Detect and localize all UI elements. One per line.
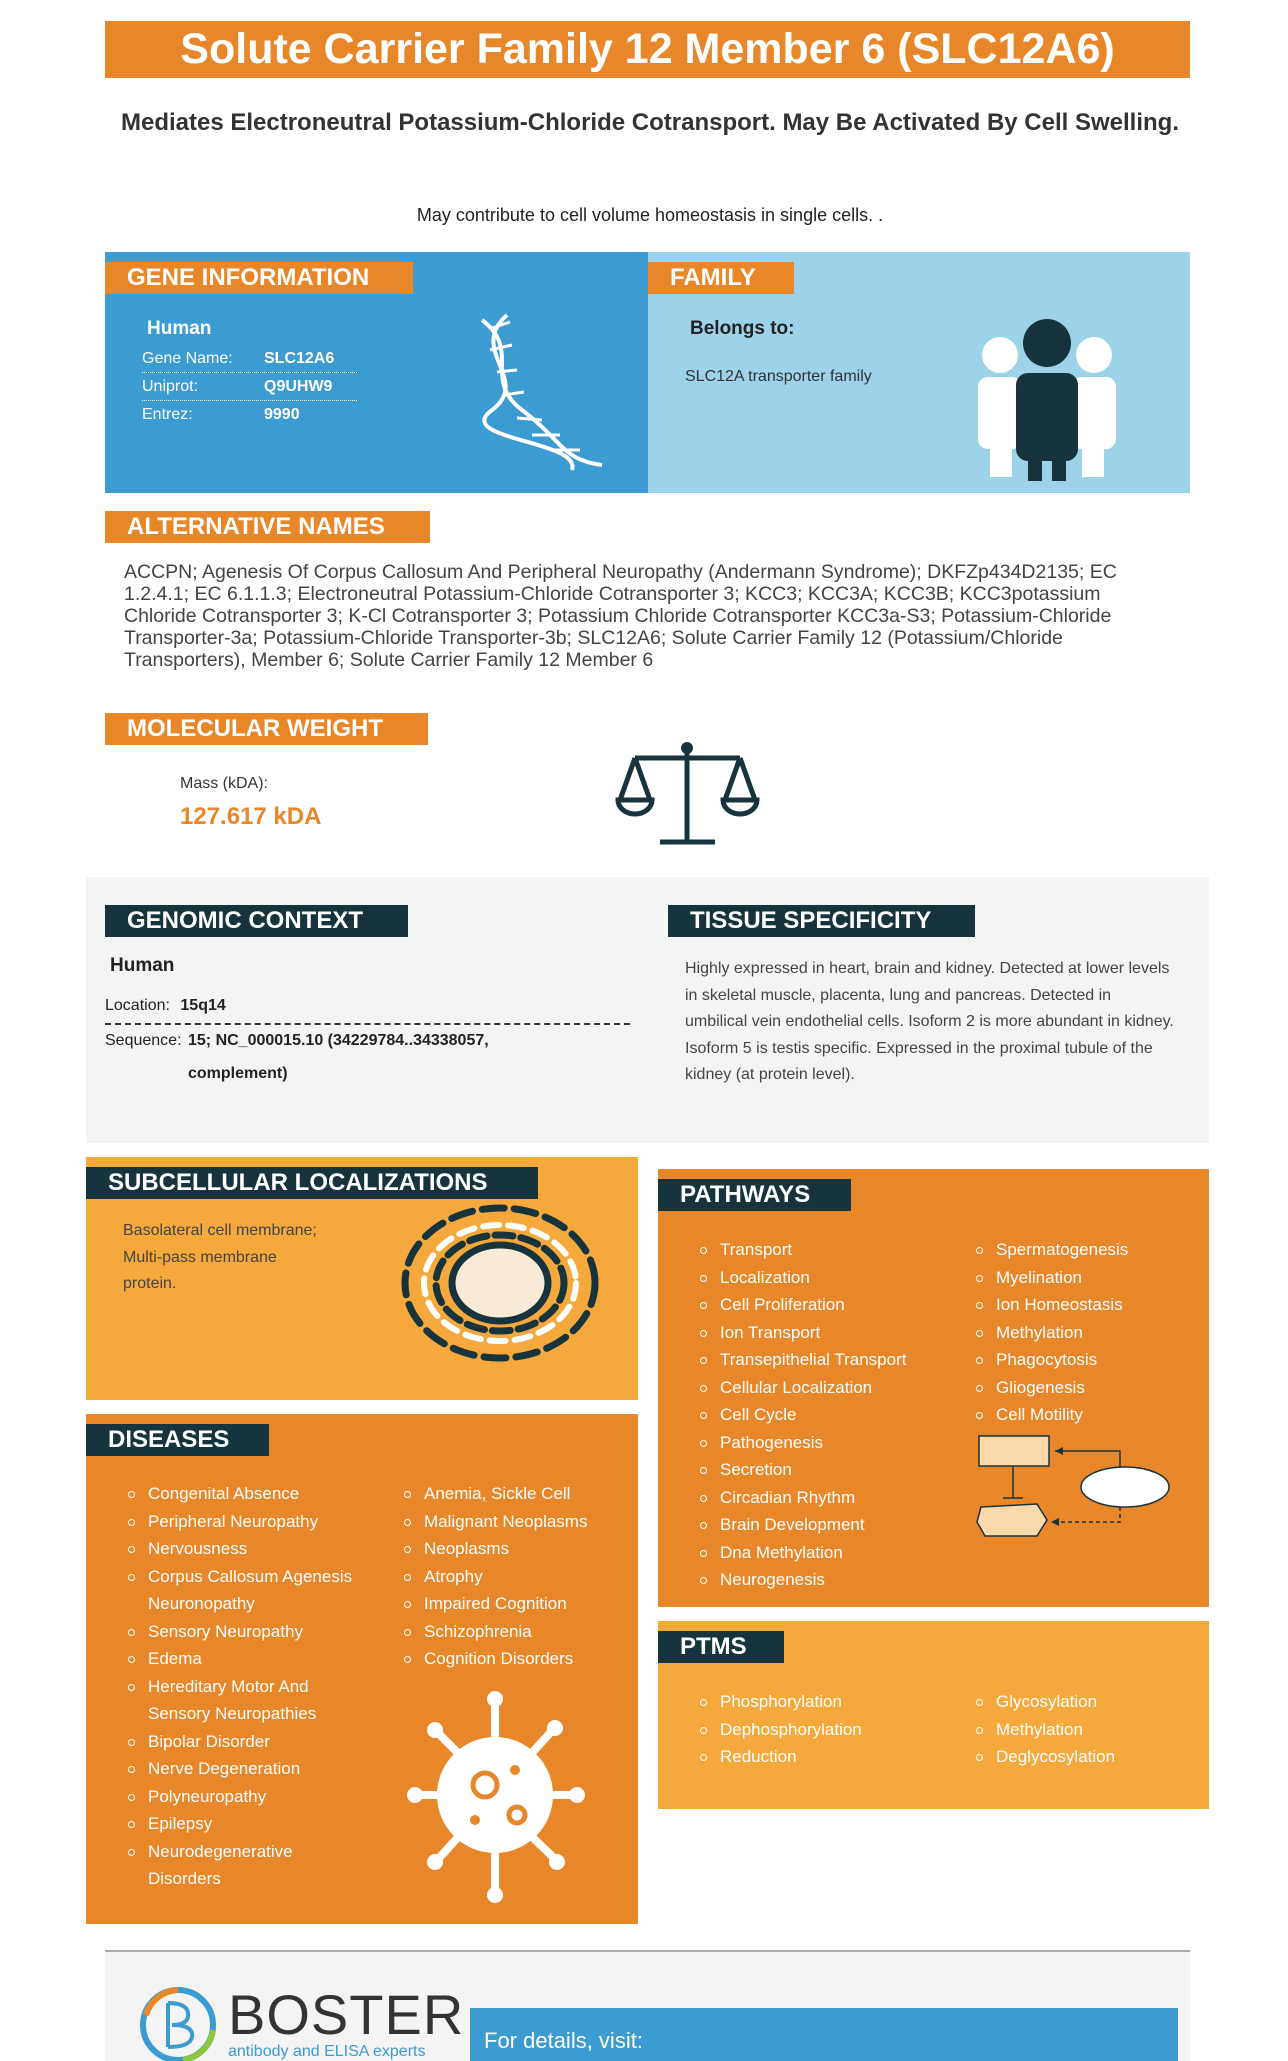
- visit-banner: For details, visit:: [470, 2008, 1178, 2061]
- list-item: Malignant Neoplasms: [402, 1508, 632, 1536]
- entrez-value: 9990: [264, 406, 300, 423]
- gene-species: Human: [147, 318, 212, 339]
- virus-icon: [405, 1685, 585, 1905]
- uniprot-value: Q9UHW9: [264, 378, 333, 395]
- list-item: Bipolar Disorder: [126, 1728, 356, 1756]
- list-item: Hereditary Motor And Sensory Neuropathies: [126, 1673, 356, 1728]
- list-item: Edema: [126, 1645, 356, 1673]
- pathways-heading: PATHWAYS: [658, 1179, 851, 1211]
- genomic-context-heading: GENOMIC CONTEXT: [105, 905, 408, 937]
- cell-icon: [395, 1198, 605, 1368]
- location-label: Location:: [105, 997, 170, 1014]
- page-title: Solute Carrier Family 12 Member 6 (SLC12A6): [105, 21, 1190, 78]
- list-item: Ion Transport: [698, 1319, 958, 1347]
- diseases-list-col1: [126, 1480, 356, 1893]
- gene-information-heading: GENE INFORMATION: [105, 262, 413, 294]
- list-item: Methylation: [974, 1716, 1204, 1744]
- mass-label: Mass (kDA):: [180, 775, 268, 792]
- family-icon: [972, 315, 1122, 485]
- tissue-specificity-heading: TISSUE SPECIFICITY: [668, 905, 975, 937]
- page-subtitle: Mediates Electroneutral Potassium-Chloride Cotransport. May Be Activated By Cell Swelling.: [120, 109, 1179, 136]
- uniprot-row: [142, 378, 357, 401]
- list-item: Spermatogenesis: [974, 1236, 1204, 1264]
- sequence-line-2: complement): [188, 1065, 288, 1082]
- gene-name-label: Gene Name:: [142, 350, 233, 367]
- list-item: Reduction: [698, 1743, 958, 1771]
- family-heading: FAMILY: [648, 262, 794, 294]
- entrez-label: Entrez:: [142, 406, 193, 423]
- list-item: Neoplasms: [402, 1535, 632, 1563]
- sequence-line-1: 15; NC_000015.10 (34229784..34338057,: [188, 1032, 489, 1049]
- list-item: Cell Motility: [974, 1401, 1204, 1429]
- list-item: Epilepsy: [126, 1810, 356, 1838]
- brand-tagline: antibody and ELISA experts: [228, 2043, 426, 2060]
- tissue-specificity-text: Highly expressed in heart, brain and kidney. Detected at lower levels in skeletal muscle, placenta, lung and pancreas. Detected in umbilical vein endothelial cells. Isoform 2 is more abundant in kidney. Isoform 5 is testis specific. Expressed in the proximal tubule of the kidney (at protein level).: [685, 960, 1174, 1083]
- list-item: Ion Homeostasis: [974, 1291, 1204, 1319]
- pathways-list-col2: [974, 1236, 1204, 1429]
- list-item: Congenital Absence: [126, 1480, 356, 1508]
- list-item: Nervousness: [126, 1535, 356, 1563]
- list-item: Peripheral Neuropathy: [126, 1508, 356, 1536]
- list-item: Myelination: [974, 1264, 1204, 1292]
- scale-icon: [615, 740, 760, 850]
- list-item: Polyneuropathy: [126, 1783, 356, 1811]
- location-row: [105, 997, 630, 1025]
- brand-name: BOSTER: [228, 1983, 465, 2046]
- uniprot-label: Uniprot:: [142, 378, 199, 395]
- mass-value: 127.617 kDA: [180, 803, 322, 830]
- list-item: Localization: [698, 1264, 958, 1292]
- pathway-diagram-icon: [975, 1432, 1170, 1540]
- list-item: Phagocytosis: [974, 1346, 1204, 1374]
- list-item: Gliogenesis: [974, 1374, 1204, 1402]
- list-item: Cell Proliferation: [698, 1291, 958, 1319]
- subcellular-heading: SUBCELLULAR LOCALIZATIONS: [86, 1167, 538, 1199]
- list-item: Schizophrenia: [402, 1618, 632, 1646]
- gene-name-value: SLC12A6: [264, 350, 335, 367]
- entrez-row: [142, 406, 357, 424]
- list-item: Nerve Degeneration: [126, 1755, 356, 1783]
- list-item: Corpus Callosum Agenesis Neuronopathy: [126, 1563, 356, 1618]
- boster-logo-icon: [138, 1985, 220, 2061]
- list-item: Secretion: [698, 1456, 958, 1484]
- page-description: May contribute to cell volume homeostasis in single cells. .: [416, 205, 884, 225]
- dna-icon: [462, 310, 612, 475]
- list-item: Transepithelial Transport: [698, 1346, 958, 1374]
- list-item: Phosphorylation: [698, 1688, 958, 1716]
- genomic-species: Human: [110, 955, 175, 976]
- sequence-label: Sequence:: [105, 1032, 182, 1049]
- diseases-list-col2: [402, 1480, 632, 1673]
- list-item: Sensory Neuropathy: [126, 1618, 356, 1646]
- ptms-list-col1: [698, 1688, 958, 1771]
- alternative-names-text: ACCPN; Agenesis Of Corpus Callosum And Peripheral Neuropathy (Andermann Syndrome); DKFZp434D2135; EC 1.2.4.1; EC 6.1.1.3; Electroneutral Potassium-Chloride Cotransporter 3; KCC3; KCC3A; KCC3B; KCC3potassium Chloride Cotransporter 3; K-Cl Cotransporter 3; Potassium Chloride Cotransporter KCC3a-S3; Potassium-Chloride Transporter-3a; Potassium-Chloride Transporter-3b; SLC12A6; Solute Carrier Family 12 (Potassium/Chloride Transporters), Member 6; Solute Carrier Family 12 Member 6: [124, 561, 1117, 671]
- list-item: Neurogenesis: [698, 1566, 958, 1594]
- molecular-weight-heading: MOLECULAR WEIGHT: [105, 713, 428, 745]
- list-item: Dephosphorylation: [698, 1716, 958, 1744]
- list-item: Cognition Disorders: [402, 1645, 632, 1673]
- list-item: Cell Cycle: [698, 1401, 958, 1429]
- gene-name-row: [142, 350, 357, 373]
- pathways-list-col1: [698, 1236, 958, 1594]
- list-item: Impaired Cognition: [402, 1590, 632, 1618]
- family-belongs-label: Belongs to:: [690, 318, 795, 339]
- list-item: Neurodegenerative Disorders: [126, 1838, 356, 1893]
- list-item: Dna Methylation: [698, 1539, 958, 1567]
- list-item: Pathogenesis: [698, 1429, 958, 1457]
- alternative-names-heading: ALTERNATIVE NAMES: [105, 511, 430, 543]
- list-item: Cellular Localization: [698, 1374, 958, 1402]
- family-value: SLC12A transporter family: [685, 368, 872, 385]
- list-item: Atrophy: [402, 1563, 632, 1591]
- list-item: Glycosylation: [974, 1688, 1204, 1716]
- list-item: Transport: [698, 1236, 958, 1264]
- diseases-heading: DISEASES: [86, 1424, 269, 1456]
- list-item: Deglycosylation: [974, 1743, 1204, 1771]
- subcellular-text: Basolateral cell membrane; Multi-pass membrane protein.: [123, 1222, 317, 1292]
- list-item: Methylation: [974, 1319, 1204, 1347]
- list-item: Brain Development: [698, 1511, 958, 1539]
- list-item: Anemia, Sickle Cell: [402, 1480, 632, 1508]
- list-item: Circadian Rhythm: [698, 1484, 958, 1512]
- ptms-heading: PTMS: [658, 1631, 784, 1663]
- ptms-list-col2: [974, 1688, 1204, 1771]
- location-value: 15q14: [180, 997, 226, 1014]
